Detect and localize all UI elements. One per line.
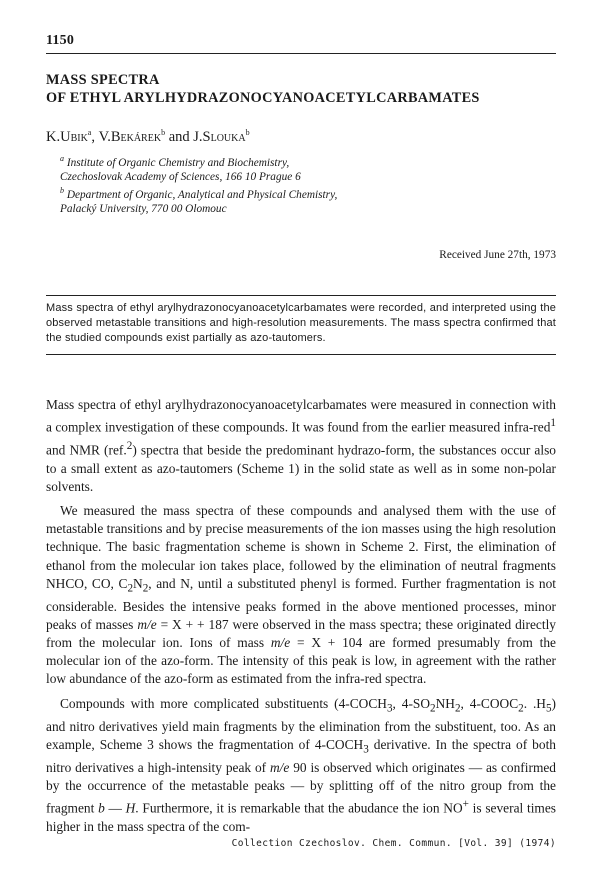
text-run: = X + 104 are formed presumably from the molecular ion of the azo-form. The intensity of this peak is low, in agreement with the rather low abundance of the azo-form as estimated from the infra-red spectra. <box>46 635 556 687</box>
italic-term: m/e <box>269 759 290 775</box>
text-run: derivative. In the spectra of both nitro derivatives a high-intensity peak of <box>46 736 556 775</box>
author-list <box>46 124 556 146</box>
text-run: N <box>133 575 143 591</box>
abstract-rule-top <box>46 295 556 296</box>
subscript: 2 <box>518 702 524 715</box>
affil-mark: a <box>60 154 64 163</box>
text-run: Mass spectra of ethyl arylhydrazonocyanoacetylcarbamates were measured in connection with a complex investigation of these compounds. It was found from the earlier measured infra-red <box>46 397 556 435</box>
abstract-rule-bottom <box>46 354 556 355</box>
author-name: J.Slouka <box>193 128 246 145</box>
text-run: 90 is observed which originates — as confirmed by the occurrence of the metastable peaks — by splitting off of the nitro group from the fragment <box>46 759 556 816</box>
italic-term: b <box>98 800 105 816</box>
text-run: , 4-SO <box>392 695 431 711</box>
header-rule <box>46 53 556 54</box>
title-line-1: MASS SPECTRA <box>46 72 160 88</box>
affiliation-a-line-2: Czechoslovak Academy of Sciences, 166 10 Prague 6 <box>60 170 301 183</box>
author-name: V.Bekárek <box>98 128 162 145</box>
text-run: , 4-COOC <box>460 695 519 711</box>
superscript: + <box>462 798 469 811</box>
article-title <box>46 71 556 107</box>
affil-text: Department of Organic, Analytical and Physical Chemistry, <box>66 188 338 201</box>
subscript: 2 <box>127 582 134 595</box>
text-run: Compounds with more complicated substituents (4-COCH <box>60 695 387 711</box>
affiliation-b-line-1 <box>60 184 540 202</box>
body-paragraph-2 <box>46 502 556 689</box>
body-paragraph-1 <box>46 396 556 496</box>
subscript: 3 <box>386 702 393 715</box>
text-run: ) and nitro derivatives yield main fragments by the elimination from the substituent, too. As an example, Scheme 3 shows the fragmentation of 4-COCH <box>46 695 557 752</box>
title-line-2: OF ETHYL ARYLHYDRAZONOCYANOACETYLCARBAMATES <box>46 90 480 106</box>
journal-footer: Collection Czechoslov. Chem. Commun. [Vol. 39] (1974) <box>231 838 556 849</box>
text-run: . Furthermore, it is remarkable that the abudance the ion NO <box>135 800 463 816</box>
reference-mark: 1 <box>550 417 556 430</box>
italic-term: m/e <box>270 635 291 651</box>
italic-term: m/e <box>137 616 157 632</box>
text-run: = X + + 187 were observed in the mass spectra; these originated directly from the molecular ion. Ions of mass <box>46 616 557 651</box>
text-run: , and N, until a substituted phenyl is formed. Further fragmentation is not considerable. Besides the intensive peaks formed in the above mentioned processes, minor peaks of masses <box>46 575 556 632</box>
author-name: K.Ubik <box>46 128 88 145</box>
received-date: Received June 27th, 1973 <box>439 249 556 261</box>
text-run: . .H <box>523 695 546 711</box>
subscript: 2 <box>142 582 149 595</box>
author-separator: and <box>165 128 194 145</box>
subscript: 2 <box>430 702 436 715</box>
author-separator: , <box>91 128 99 145</box>
reference-mark: 2 <box>126 439 133 452</box>
text-run: ) spectra that beside the predominant hydrazo-form, the substances occur also to a small extent as azo-tautomers (Scheme 1) in the solid state as well as in some non-polar solvents. <box>46 442 556 494</box>
subscript: 5 <box>545 702 552 715</box>
page-number: 1150 <box>46 33 75 48</box>
article-body <box>46 396 556 842</box>
text-run: NH <box>435 695 455 711</box>
subscript: 2 <box>454 702 461 715</box>
text-run: We measured the mass spectra of these compounds and analysed them with the use of metastable transitions and by precise measurements of the ion masses using the high resolution technique. The basic fragmentation scheme is shown in Scheme 2. First, the elimination of ethanol from the molecular ion takes place, followed by the elimination of neutral fragments NHCO, CO, C <box>46 502 556 591</box>
affil-mark: b <box>60 186 64 196</box>
author-affil-mark: a <box>87 128 92 137</box>
affil-text: Institute of Organic Chemistry and Biochemistry, <box>66 156 290 169</box>
text-run: — <box>104 800 126 816</box>
affiliations <box>60 152 540 216</box>
subscript: 3 <box>363 743 369 756</box>
author-affil-mark: b <box>161 128 166 137</box>
text-run: is several times higher in the mass spectra of the com- <box>46 800 556 834</box>
abstract: Mass spectra of ethyl arylhydrazonocyanoacetylcarbamates were recorded, and interpreted using the observed metastable transitions and high-resolution measurements. The mass spectra confirmed that the studied compounds exist partially as azo-tautomers. <box>46 302 556 344</box>
italic-term: H <box>125 800 136 816</box>
body-paragraph-3 <box>46 695 556 836</box>
author-affil-mark: b <box>245 128 250 137</box>
affiliation-a-line-1 <box>60 152 540 170</box>
affiliation-b-line-2: Palacký University, 770 00 Olomouc <box>60 203 227 216</box>
text-run: and NMR (ref. <box>46 442 127 458</box>
